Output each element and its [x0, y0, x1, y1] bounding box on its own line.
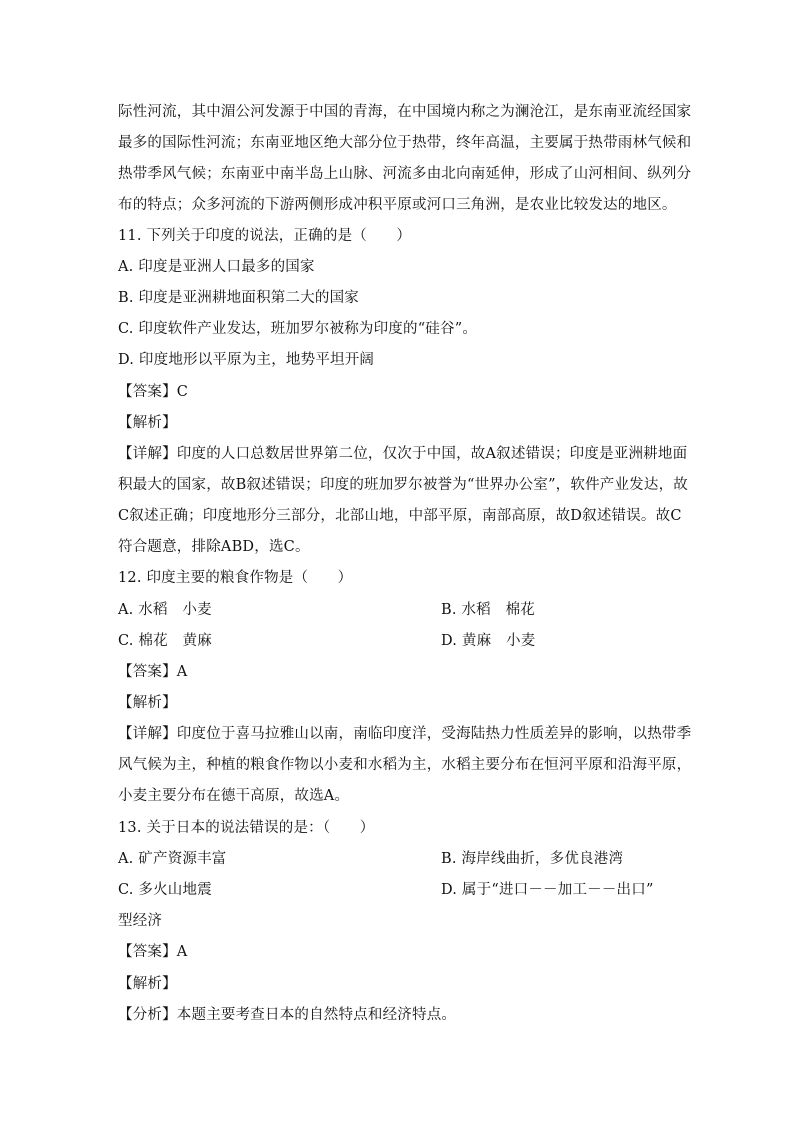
q12-detail-line: 小麦主要分布在德干高原，故选A。: [118, 788, 350, 804]
q11-answer: 【答案】C: [118, 384, 189, 400]
q12-option-d: D. 黄麻 小麦: [441, 633, 536, 649]
q13-option-d: D. 属于“进口－－加工－－出口”: [441, 882, 654, 898]
intro-line: 布的特点；众多河流的下游两侧形成冲积平原或河口三角洲，是农业比较发达的地区。: [118, 197, 677, 213]
q11-option-c: C. 印度软件产业发达，班加罗尔被称为印度的“硅谷”。: [118, 321, 478, 337]
q12-analysis-label: 【解析】: [118, 695, 177, 711]
q11-detail-line: 符合题意，排除ABD，选C。: [118, 539, 310, 555]
q12-option-c: C. 棉花 黄麻: [118, 633, 212, 649]
intro-line: 际性河流，其中湄公河发源于中国的青海，在中国境内称之为澜沧江，是东南亚流经国家: [118, 104, 692, 120]
q11-option-a: A. 印度是亚洲人口最多的国家: [118, 259, 315, 275]
q13-analysis-label: 【解析】: [118, 976, 177, 992]
q11-stem: 11. 下列关于印度的说法，正确的是（ ）: [118, 228, 412, 244]
q12-detail-line: 【详解】印度位于喜马拉雅山以南，南临印度洋，受海陆热力性质差异的影响，以热带季: [118, 726, 692, 742]
q13-option-d-continuation: 型经济: [118, 913, 163, 929]
q13-answer: 【答案】A: [118, 944, 188, 960]
q13-option-b: B. 海岸线曲折，多优良港湾: [441, 851, 624, 867]
q13-fenxi: 【分析】本题主要考查日本的自然特点和经济特点。: [118, 1007, 457, 1023]
q11-detail-line: 【详解】印度的人口总数居世界第二位，仅次于中国，故A叙述错误；印度是亚洲耕地面: [118, 446, 688, 462]
q11-option-b: B. 印度是亚洲耕地面积第二大的国家: [118, 290, 359, 306]
intro-line: 最多的国际性河流；东南亚地区绝大部分位于热带，终年高温，主要属于热带雨林气候和: [118, 135, 692, 151]
q11-option-d: D. 印度地形以平原为主，地势平坦开阔: [118, 352, 375, 368]
intro-line: 热带季风气候；东南亚中南半岛上山脉、河流多由北向南延伸，形成了山河相间、纵列分: [118, 166, 692, 182]
q11-detail-line: C叙述正确；印度地形分三部分，北部山地，中部平原，南部高原，故D叙述错误。故C: [118, 508, 682, 524]
q12-option-a: A. 水稻 小麦: [118, 602, 212, 618]
q11-analysis-label: 【解析】: [118, 415, 177, 431]
q12-stem: 12. 印度主要的粮食作物是（ ）: [118, 570, 353, 586]
q11-detail-line: 积最大的国家，故B叙述错误；印度的班加罗尔被誉为“世界办公室”，软件产业发达，故: [118, 477, 688, 493]
q12-option-b: B. 水稻 棉花: [441, 602, 535, 618]
q13-option-c: C. 多火山地震: [118, 882, 212, 898]
q12-answer: 【答案】A: [118, 664, 188, 680]
q13-option-a: A. 矿产资源丰富: [118, 851, 227, 867]
q12-detail-line: 风气候为主，种植的粮食作物以小麦和水稻为主，水稻主要分布在恒河平原和沿海平原，: [118, 757, 692, 773]
q13-stem: 13. 关于日本的说法错误的是：（ ）: [118, 820, 375, 836]
